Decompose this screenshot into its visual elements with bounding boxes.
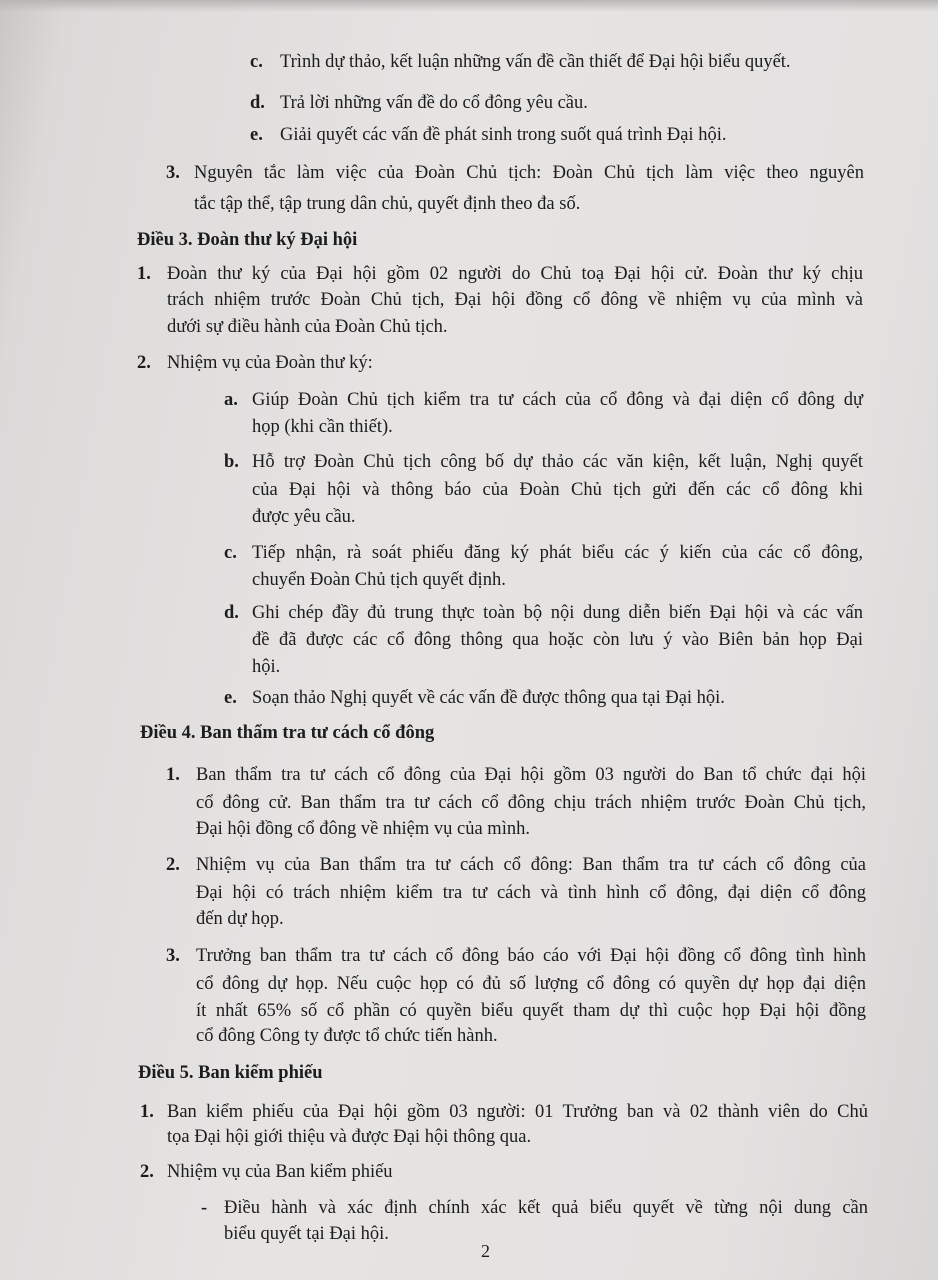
article4-p3-line-1: Trưởng ban thẩm tra tư cách cổ đông báo cáo với Đại hội đồng cổ đông tình hình (196, 946, 866, 966)
article4-p1-line-1: Ban thẩm tra tư cách cổ đông của Đại hội gồm 03 người do Ban tổ chức đại hội (196, 765, 866, 785)
article5-heading: Điều 5. Ban kiểm phiếu (138, 1063, 323, 1083)
article3-c-marker: c. (224, 543, 237, 563)
article4-p1-line-3: Đại hội đồng cổ đông về nhiệm vụ của mình. (196, 819, 530, 839)
article5-dash-marker: - (201, 1198, 208, 1218)
article3-a-line-1: Giúp Đoàn Chủ tịch kiểm tra tư cách của cổ đông và đại diện cổ đông dự (252, 390, 863, 410)
article3-b-line-2: của Đại hội và thông báo của Đoàn Chủ tịch gửi đến các cổ đông khi (252, 480, 863, 500)
article5-dash-line-2: biểu quyết tại Đại hội. (224, 1224, 389, 1244)
article3-p1-line-3: dưới sự điều hành của Đoàn Chủ tịch. (167, 317, 448, 337)
page-edge-shadow (0, 0, 938, 12)
article3-heading: Điều 3. Đoàn thư ký Đại hội (137, 230, 358, 250)
article3-b-marker: b. (224, 452, 239, 472)
article3-c-line-2: chuyển Đoàn Chủ tịch quyết định. (252, 570, 506, 590)
article3-a-marker: a. (224, 390, 238, 410)
article3-b-line-1: Hỗ trợ Đoàn Chủ tịch công bố dự thảo các văn kiện, kết luận, Nghị quyết (252, 452, 863, 472)
article4-p3-marker: 3. (166, 946, 180, 966)
article3-d-line-3: hội. (252, 657, 281, 677)
article4-p3-line-4: cổ đông Công ty được tổ chức tiến hành. (196, 1026, 498, 1046)
article3-a-line-2: họp (khi cần thiết). (252, 417, 393, 437)
article3-e-line-1: Soạn thảo Nghị quyết về các vấn đề được thông qua tại Đại hội. (252, 688, 725, 708)
article2-p3-marker: 3. (166, 163, 180, 183)
item-c-line-1: Trình dự thảo, kết luận những vấn đề cần thiết để Đại hội biểu quyết. (280, 52, 791, 72)
article5-p1-line-2: tọa Đại hội giới thiệu và được Đại hội thông qua. (167, 1127, 532, 1147)
item-d-marker: d. (250, 93, 265, 113)
article3-d-marker: d. (224, 603, 239, 623)
page-number: 2 (481, 1241, 490, 1261)
article2-p3-line-2: tắc tập thể, tập trung dân chủ, quyết định theo đa số. (194, 194, 581, 214)
article4-p2-marker: 2. (166, 855, 180, 875)
article4-p3-line-2: cổ đông dự họp. Nếu cuộc họp có đủ số lượng cổ đông có quyền dự họp đại diện (196, 974, 866, 994)
item-c-marker: c. (250, 52, 263, 72)
item-e-line-1: Giải quyết các vấn đề phát sinh trong suốt quá trình Đại hội. (280, 125, 727, 145)
article5-p1-marker: 1. (140, 1102, 154, 1122)
article3-p1-line-1: Đoàn thư ký của Đại hội gồm 02 người do Chủ toạ Đại hội cử. Đoàn thư ký chịu (167, 264, 863, 284)
article3-c-line-1: Tiếp nhận, rà soát phiếu đăng ký phát biểu các ý kiến của các cổ đông, (252, 543, 863, 563)
article3-b-line-3: được yêu cầu. (252, 507, 356, 527)
article5-p1-line-1: Ban kiểm phiếu của Đại hội gồm 03 người: 01 Trưởng ban và 02 thành viên do Chủ (167, 1102, 868, 1122)
article4-heading: Điều 4. Ban thẩm tra tư cách cổ đông (140, 723, 435, 743)
item-e-marker: e. (250, 125, 263, 145)
article4-p3-line-3: ít nhất 65% số cổ phần có quyền biểu quyết tham dự thì cuộc họp Đại hội đồng (196, 1001, 866, 1021)
article4-p1-marker: 1. (166, 765, 180, 785)
article3-p2-line-1: Nhiệm vụ của Đoàn thư ký: (167, 353, 373, 373)
article5-dash-line-1: Điều hành và xác định chính xác kết quả biểu quyết về từng nội dung cần (224, 1198, 868, 1218)
article3-p1-marker: 1. (137, 264, 151, 284)
article3-p2-marker: 2. (137, 353, 151, 373)
article3-d-line-2: đề đã được các cổ đông thông qua hoặc còn lưu ý vào Biên bản họp Đại (252, 630, 863, 650)
article3-p1-line-2: trách nhiệm trước Đoàn Chủ tịch, Đại hội đồng cổ đông về nhiệm vụ của mình và (167, 290, 863, 310)
article4-p2-line-3: đến dự họp. (196, 909, 284, 929)
article4-p2-line-1: Nhiệm vụ của Ban thẩm tra tư cách cổ đông: Ban thẩm tra tư cách cổ đông của (196, 855, 866, 875)
article2-p3-line-1: Nguyên tắc làm việc của Đoàn Chủ tịch: Đoàn Chủ tịch làm việc theo nguyên (194, 163, 864, 183)
article5-p2-line-1: Nhiệm vụ của Ban kiểm phiếu (167, 1162, 393, 1182)
article3-e-marker: e. (224, 688, 237, 708)
article5-p2-marker: 2. (140, 1162, 154, 1182)
article3-d-line-1: Ghi chép đầy đủ trung thực toàn bộ nội dung diễn biến Đại hội và các vấn (252, 603, 863, 623)
item-d-line-1: Trả lời những vấn đề do cổ đông yêu cầu. (280, 93, 588, 113)
article4-p2-line-2: Đại hội có trách nhiệm kiểm tra tư cách và tình hình cổ đông, đại diện cổ đông (196, 883, 866, 903)
article4-p1-line-2: cổ đông cử. Ban thẩm tra tư cách cổ đông chịu trách nhiệm trước Đoàn Chủ tịch, (196, 793, 866, 813)
